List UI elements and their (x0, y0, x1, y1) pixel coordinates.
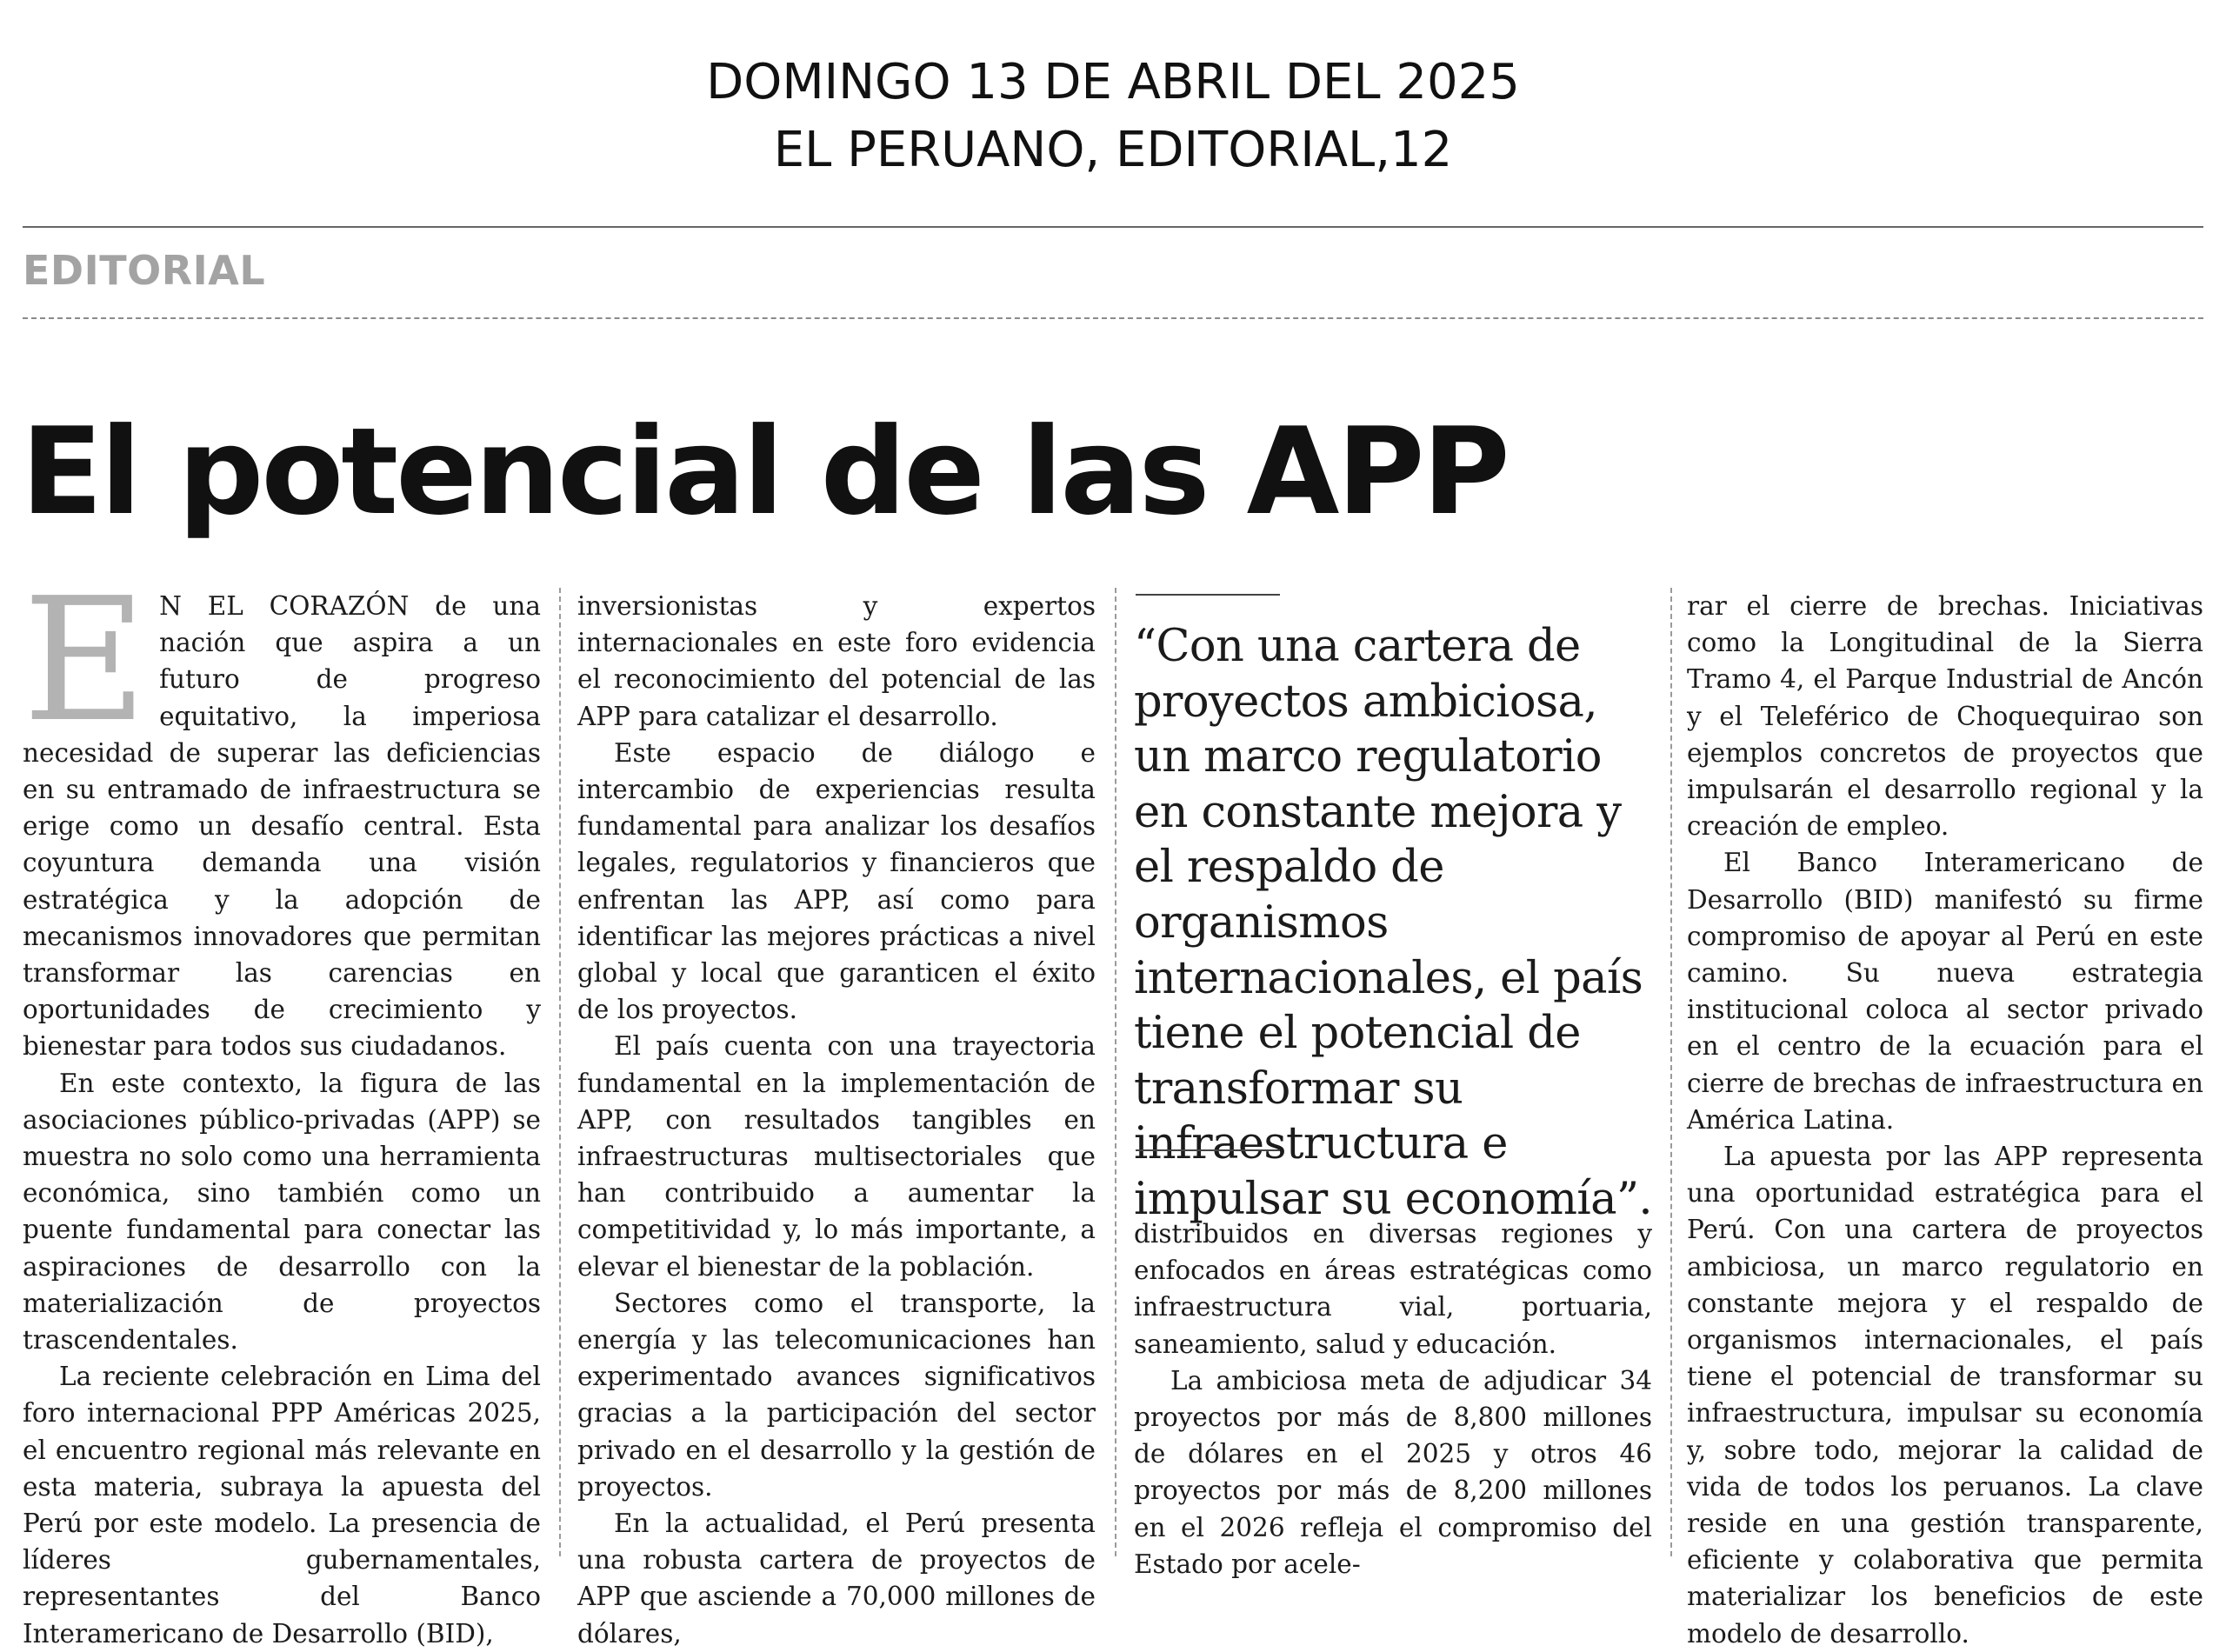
article-paragraph: En este contexto, la figura de las asociaciones público-privadas (APP) se muestra no solo como una herramienta económica, sino también como un puente fundamental para conectar las aspiraciones de desarrollo con la materialización de proyectos trascendentales. (23, 1068, 541, 1356)
dashed-divider (23, 317, 2203, 319)
date-line: DOMINGO 13 DE ABRIL DEL 2025 (706, 54, 1520, 110)
article-column-1 (23, 562, 541, 1652)
pull-quote: “Con una cartera de proyectos ambiciosa, un marco regulatorio en constante mejora y el respaldo de organismos internacionales, el país tiene el potencial de transformar su infraestructura e impulsar su economía”. (1134, 621, 1653, 1225)
headline: El potencial de las APP (21, 402, 1508, 542)
article-column-2 (577, 588, 1096, 1652)
article-paragraph: La apuesta por las APP representa una oportunidad estratégica para el Perú. Con una cartera de proyectos ambiciosa, un marco regulatorio en constante mejora y el respaldo de organismos internacionales, el país tiene el potencial de transformar su infraestructura, impulsar su economía y, sobre todo, mejorar la calidad de vida de todos los peruanos. La clave reside en una gestión transparente, eficiente y colaborativa que permita materializar los beneficios de este modelo de desarrollo. (1687, 1142, 2203, 1649)
pull-quote-bottom-rule (1136, 1149, 1280, 1151)
article-paragraph: inversionistas y expertos internacionales en este foro evidencia el reconocimiento del potencial de las APP para catalizar el desarrollo. (577, 591, 1096, 731)
article-paragraph: El Banco Interamericano de Desarrollo (BID) manifestó su firme compromiso de apoyar al Perú en este camino. Su nueva estrategia institucional coloca al sector privado en el centro de la ecuación para el cierre de brechas de infraestructura en América Latina. (1687, 848, 2203, 1135)
top-divider (23, 226, 2203, 228)
column-separator (1670, 588, 1672, 1556)
article-column-4 (1687, 588, 2203, 1652)
article-paragraph: Sectores como el transporte, la energía y las telecomunicaciones han experimentado avances significativos gracias a la participación del sector privado en el desarrollo y la gestión de proyectos. (577, 1288, 1096, 1502)
article-paragraph: rar el cierre de brechas. Iniciativas como la Longitudinal de la Sierra Tramo 4, el Parque Industrial de Ancón y el Teleférico de Choquequirao son ejemplos concretos de proyectos que impulsarán el desarrollo regional y la creación de empleo. (1687, 591, 2203, 842)
column-separator (1115, 588, 1116, 1556)
article-paragraph: distribuidos en diversas regiones y enfocados en áreas estratégicas como infraestructura vial, portuaria, saneamiento, salud y educación. (1134, 1219, 1652, 1359)
article-paragraph: La ambiciosa meta de adjudicar 34 proyectos por más de 8,800 millones de dólares en el 2025 y otros 46 proyectos por más de 8,200 millones en el 2026 refleja el compromiso del Estado por acele- (1134, 1365, 1652, 1579)
article-paragraph: En la actualidad, el Perú presenta una robusta cartera de proyectos de APP que asciende a 70,000 millones de dólares, (577, 1509, 1096, 1649)
article-column-3 (1134, 1216, 1652, 1582)
article-paragraph: El país cuenta con una trayectoria fundamental en la implementación de APP, con resultados tangibles en infraestructuras multisectoriales que han contribuido a aumentar la competitividad y, lo más importante, a elevar el bienestar de la población. (577, 1031, 1096, 1282)
drop-cap: E (23, 562, 148, 760)
column-separator (559, 588, 561, 1556)
article-paragraph: Este espacio de diálogo e intercambio de experiencias resulta fundamental para analizar los desafíos legales, regulatorios y financieros que enfrentan las APP, así como para identificar las mejores prácticas a nivel global y local que garanticen el éxito de los proyectos. (577, 737, 1096, 1025)
paragraph-text: N EL CORAZÓN de una nación que aspira a un futuro de progreso equitativo, la imperiosa necesidad de superar las deficiencias en su entramado de infraestructura se erige como un desafío central. Esta coyuntura demanda una visión estratégica y la adopción de mecanismos innovadores que permitan transformar las carencias en oportunidades de crecimiento y bienestar para todos sus ciudadanos. (23, 591, 541, 1062)
source-line: EL PERUANO, EDITORIAL,12 (773, 122, 1453, 178)
section-label: EDITORIAL (23, 247, 266, 294)
article-paragraph (23, 562, 541, 1065)
article-paragraph: La reciente celebración en Lima del foro internacional PPP Américas 2025, el encuentro regional más relevante en esta materia, subraya la apuesta del Perú por este modelo. La presencia de líderes gubernamentales, representantes del Banco Interamericano de Desarrollo (BID), (23, 1362, 541, 1649)
pull-quote-top-rule (1136, 594, 1280, 596)
